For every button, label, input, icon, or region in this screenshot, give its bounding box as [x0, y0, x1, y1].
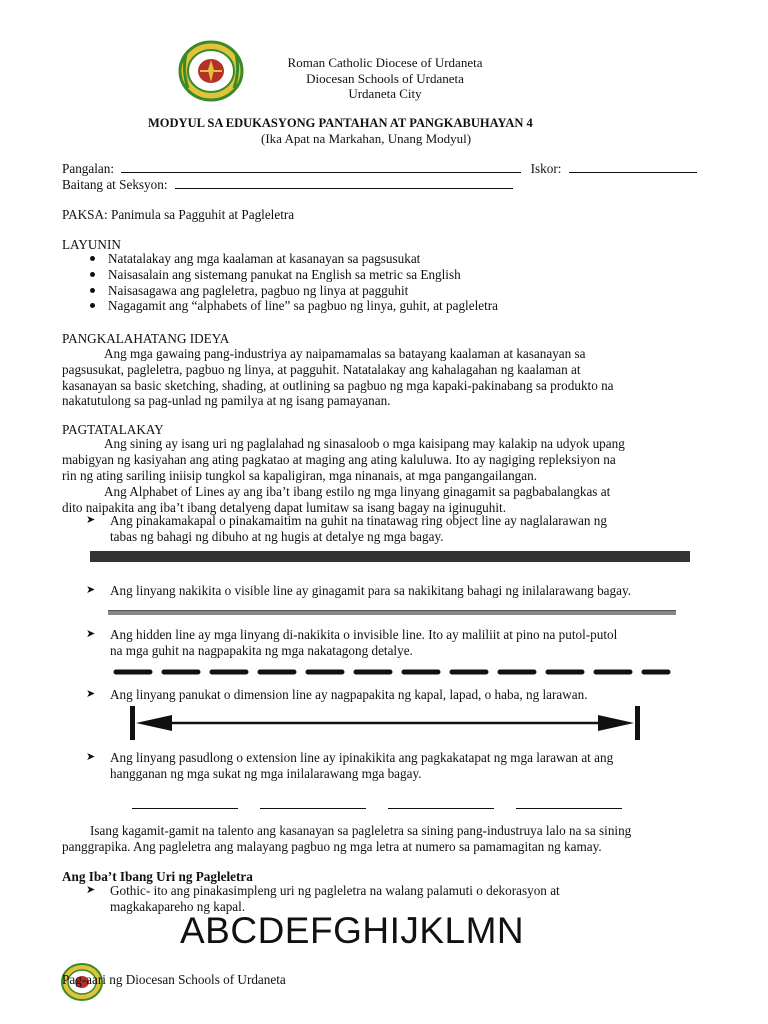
header-schools: Diocesan Schools of Urdaneta [306, 70, 464, 86]
extension-segment [388, 796, 494, 809]
hidden-line-sample [112, 666, 672, 678]
name-field-row [62, 161, 697, 177]
visible-line-sample [108, 610, 676, 615]
arrow-bullet-icon: ➤ [86, 628, 96, 640]
name-label: Pangalan: [62, 161, 115, 176]
lettering-types-heading: Ang Iba’t Ibang Uri ng Pagleletra [62, 869, 253, 884]
name-blank[interactable] [121, 161, 521, 173]
arrow-bullet-icon: ➤ [86, 584, 96, 596]
document-page: Roman Catholic Diocese of Urdaneta Diocesan Schools of Urdaneta Urdaneta City MODYUL SA EDUKASYONG PANTAHAN AT PANGKABUHAYAN 4 (Ika Apat na Markahan, Unang Modyul) Pangalan: Iskor: Baitang at Seksyon: PAKSA: Panimula sa Pagguhit at Pagleletra LAYUNIN Natatalakay ang mga kaalaman at kasanayan sa pagsusukat Naisasalain ang sistemang panukat na English sa metric sa English Naisasagawa ang pagleletra, pagbuo ng linya at pagguhit Nagagamit ang “alphabets of line” sa pagbuo ng linya, guhit, at pagleletra PANGKALAHATANG IDEYA Ang mga gawaing pang-industriya ay naipamamalas sa batayang kaalaman at kasanayan sa pagsusukat, pagleletra, pagbuo ng linya, at pagguhit. Natatalakay ang kahalagahan ng kaalaman at kasanayan sa basic sketching, shading, at outlining sa pagbuo ng mga kapaki-pakinabang sa produkto na nakatutulong sa pag-unlad ng pamilya at ng isang pamayanan. PAGTATALAKAY Ang sining ay isang uri ng paglalahad ng sinasaloob o mga kaisipang may kalakip na udyok upang mabigyan ng kasiyahan ang ating pagkatao at maging ang ating kaluluwa. Ito ay nagiging repleksiyon na rin ng ating sariling iniisip tungkol sa kapaligiran, mga ninanais, at mga pangangailangan. Ang Alphabet of Lines ay ang iba’t ibang estilo ng mga linyang ginagamit sa pagbabalangkas at dito naipakita ang iba’t ibang detalyeng dapat lumitaw sa isang bagay na iginuguhit. ➤ Ang pinakamakapal o pinakamaitim na guhit na tinatawag ring object line ay naglalarawan ng tabas ng bahagi ng dibuho at ng hugis at detalye ng mga bagay. ➤ Ang linyang nakikita o visible line ay ginagamit para sa nakikitang bahagi ng inilalarawang bagay. ➤ Ang hidden line ay mga linyang di-nakikita o invisible line. Ito ay maliliit at pino na putol-putol na mga guhit na nagpapakita ng mga nakatagong detalye. ➤ Ang linyang panukat o dimension line ay nagpapakita ng kapal, lapad, o haba, ng larawan. ➤ Ang linyang pasudlong o extension line ay ipinakikita ang pagkakatapat ng mga larawan at ang hangganan ng mga sukat ng mga inilalarawang mga bagay. Isang kagamit-gamit na talento ang kasanayan sa pagleletra sa sining pang-industruya lalo na sa sining panggrapika. Ang pagleletra ang malayang pagbuo ng mga letra at numero sa pamamagitan ng kamay. Ang Iba’t Ibang Uri ng Pagleletra ➤ Gothic- ito ang pinakasimpleng uri ng pagleletra na walang palamuti o dekorasyon at magkakapareho ng kapal. ABCDEFGHIJKLMN Pag-aari ng Diocesan Schools of Urdaneta [0, 0, 768, 1024]
dimension-line-item: ➤ Ang linyang panukat o dimension line ay nagpapakita ng kapal, lapad, o haba, ng larawan. [86, 687, 588, 702]
general-idea-heading: PANGKALAHATANG IDEYA [62, 331, 230, 346]
extension-segment [260, 796, 366, 809]
arrow-bullet-icon: ➤ [86, 751, 96, 763]
arrow-bullet-icon: ➤ [86, 688, 96, 700]
objective-item: Natatalakay ang mga kaalaman at kasanayan sa pagsusukat [90, 251, 730, 267]
score-blank[interactable] [569, 161, 697, 173]
hidden-line-item: ➤ Ang hidden line ay mga linyang di-nakikita o invisible line. Ito ay maliliit at pino na putol-putol na mga guhit na nagpapakita ng mga nakatagong detalye. [86, 627, 618, 658]
extension-segment [132, 796, 238, 809]
gothic-sample-letters: ABCDEFGHIJKLMN [180, 910, 525, 951]
footer-text: Pag-aari ng Diocesan Schools of Urdaneta [62, 972, 286, 987]
objectives-heading: LAYUNIN [62, 237, 121, 252]
diocese-seal-icon [178, 40, 244, 102]
visible-line-item: ➤ Ang linyang nakikita o visible line ay ginagamit para sa nakikitang bahagi ng inilalarawang bagay. [86, 583, 631, 598]
object-line-sample [90, 551, 690, 562]
extension-line-sample [132, 796, 644, 814]
module-subtitle: (Ika Apat na Markahan, Unang Modyul) [261, 131, 472, 146]
objective-item: Naisasagawa ang pagleletra, pagbuo ng linya at pagguhit [90, 283, 730, 299]
topic: PAKSA: Panimula sa Pagguhit at Pagleletra [62, 207, 295, 222]
score-label: Iskor: [530, 161, 562, 176]
header-city: Urdaneta City [348, 86, 422, 101]
discussion-heading: PAGTATALAKAY [62, 422, 164, 437]
bullet-icon [90, 272, 95, 277]
arrow-bullet-icon: ➤ [86, 884, 96, 896]
object-line-item: ➤ Ang pinakamakapal o pinakamaitim na guhit na tinatawag ring object line ay naglalarawan ng tabas ng bahagi ng dibuho at ng hugis at detalye ng mga bagay. [86, 513, 607, 544]
bullet-icon [90, 256, 95, 261]
objective-item: Nagagamit ang “alphabets of line” sa pagbuo ng linya, guhit, at pagleletra [90, 298, 730, 314]
grade-field-row [62, 177, 513, 193]
arrow-bullet-icon: ➤ [86, 514, 96, 526]
extension-segment [516, 796, 622, 809]
dimension-line-sample [124, 704, 646, 742]
objective-item: Naisasalain ang sistemang panukat na English sa metric sa English [90, 267, 730, 283]
extension-line-item: ➤ Ang linyang pasudlong o extension line ay ipinakikita ang pagkakatapat ng mga larawan at ang hangganan ng mga sukat ng mga inilalarawang mga bagay. [86, 750, 614, 781]
gothic-item: ➤ Gothic- ito ang pinakasimpleng uri ng pagleletra na walang palamuti o dekorasyon at magkakapareho ng kapal. [86, 883, 560, 914]
bullet-icon [90, 288, 95, 293]
grade-label: Baitang at Seksyon: [62, 177, 168, 192]
module-title: MODYUL SA EDUKASYONG PANTAHAN AT PANGKABUHAYAN 4 [148, 116, 533, 130]
objectives-list [90, 251, 730, 314]
grade-blank[interactable] [175, 177, 513, 189]
bullet-icon [90, 303, 95, 308]
header-diocese: Roman Catholic Diocese of Urdaneta [287, 55, 483, 70]
